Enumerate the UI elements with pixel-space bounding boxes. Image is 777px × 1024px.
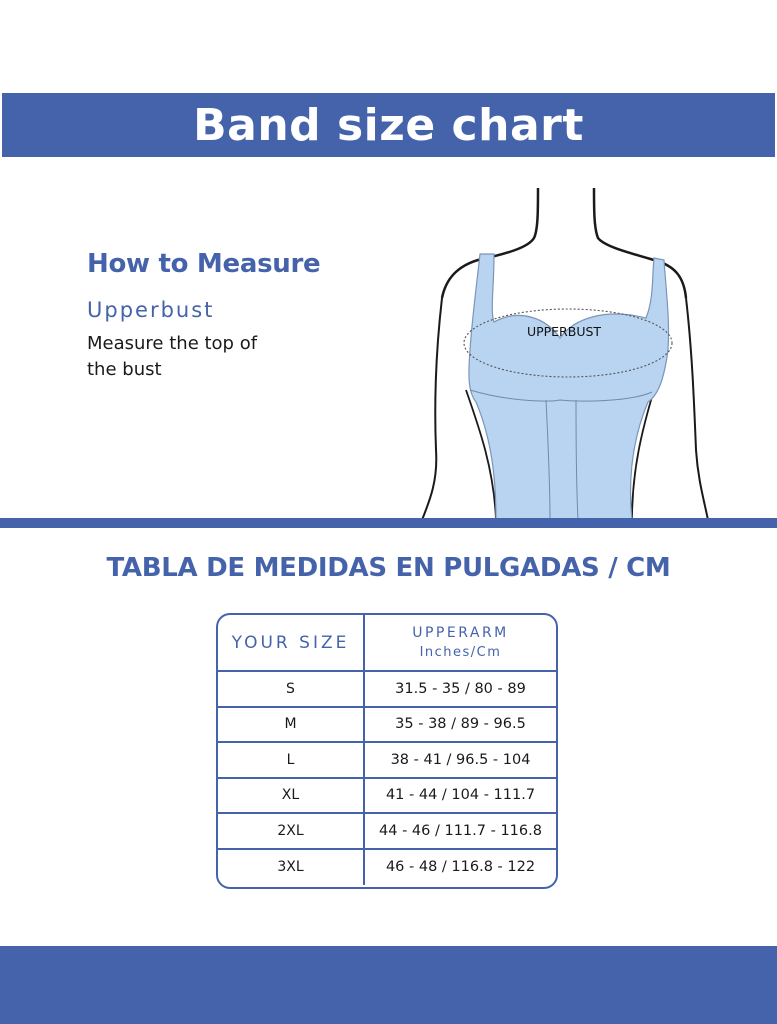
measure-cell: 35 - 38 / 89 - 96.5 xyxy=(395,716,526,733)
size-cell: S xyxy=(218,672,365,706)
upperbust-figure-illustration xyxy=(410,180,730,525)
table-row xyxy=(218,708,556,744)
header-units-label: Inches/Cm xyxy=(419,645,502,660)
table-row xyxy=(218,850,556,886)
measure-cell: 38 - 41 / 96.5 - 104 xyxy=(390,751,531,768)
header-your-size: YOUR SIZE xyxy=(218,615,365,670)
table-row xyxy=(218,814,556,850)
measure-subheading: Upperbust xyxy=(87,298,215,322)
size-table xyxy=(216,613,558,889)
section-divider xyxy=(0,518,777,528)
measure-cell: 41 - 44 / 104 - 111.7 xyxy=(385,787,536,804)
measure-heading: How to Measure xyxy=(87,249,321,279)
arm-right-outline xyxy=(686,298,708,520)
measure-description: Measure the top of the bust xyxy=(87,333,258,380)
size-cell: M xyxy=(218,708,365,742)
garment-shape xyxy=(469,254,669,520)
header-upperarm xyxy=(365,615,556,670)
measure-cell: 31.5 - 35 / 80 - 89 xyxy=(395,680,526,697)
table-row xyxy=(218,672,556,708)
title-banner xyxy=(2,93,775,157)
table-row xyxy=(218,743,556,779)
table-heading: TABLA DE MEDIDAS EN PULGADAS / CM xyxy=(106,553,671,583)
measure-cell: 46 - 48 / 116.8 - 122 xyxy=(385,859,536,876)
neck-right-outline xyxy=(594,188,686,298)
table-row xyxy=(218,779,556,815)
upperbust-label: UPPERBUST xyxy=(526,324,602,339)
size-cell: 2XL xyxy=(218,814,365,848)
header-upperarm-label: UPPERARM xyxy=(412,625,509,641)
size-cell: L xyxy=(218,743,365,777)
size-cell: 3XL xyxy=(218,850,365,886)
footer-bar xyxy=(0,946,777,1024)
table-header-row xyxy=(218,615,556,672)
page-title: Band size chart xyxy=(193,99,584,151)
size-cell: XL xyxy=(218,779,365,813)
measure-cell: 44 - 46 / 111.7 - 116.8 xyxy=(379,822,542,839)
arm-left-outline xyxy=(422,298,442,520)
